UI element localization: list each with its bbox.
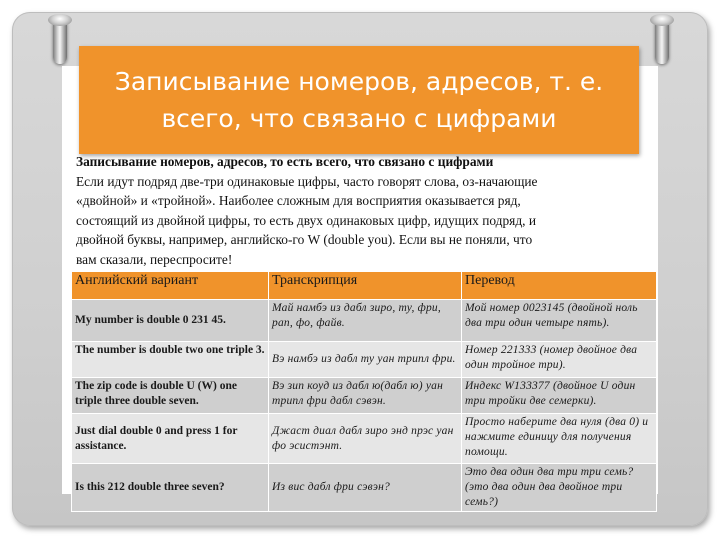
cell-english: Is this 212 double three seven? xyxy=(72,464,269,512)
cell-transcription: Вэ намбэ из дабл ту уан трипл фри. xyxy=(269,342,462,378)
phrases-table xyxy=(71,271,657,512)
table-row xyxy=(72,342,657,378)
cell-transcription: Вэ зип коуд из дабл ю(дабл ю) уан трипл фри дабл сэвэн. xyxy=(269,378,462,414)
table-row xyxy=(72,464,657,512)
header-transcription: Транскрипция xyxy=(269,272,462,300)
body-text xyxy=(76,152,641,270)
header-english: Английский вариант xyxy=(72,272,269,300)
cell-english: My number is double 0 231 45. xyxy=(72,300,269,342)
cell-english: The zip code is double U (W) one triple three double seven. xyxy=(72,378,269,414)
cell-transcription: Из вис дабл фри сэвэн? xyxy=(269,464,462,512)
body-line: двойной буквы, например, английско-го W (double you). Если вы не поняли, что xyxy=(76,232,533,248)
cell-translation: Мой номер 0023145 (двойной ноль два три один четыре пять). xyxy=(462,300,657,342)
cell-english: The number is double two one triple 3. xyxy=(72,342,269,378)
table-row xyxy=(72,414,657,464)
table-row xyxy=(72,378,657,414)
table-header-row xyxy=(72,272,657,300)
cell-translation: Это два один два три три семь? (это два один два двойное три семь?) xyxy=(462,464,657,512)
body-lead: Записывание номеров, адресов, то есть всего, что связано с цифрами xyxy=(76,154,494,169)
body-line: Если идут подряд две-три одинаковые цифры, часто говорят слова, оз-начающие xyxy=(76,173,538,189)
cell-english: Just dial double 0 and press 1 for assistance. xyxy=(72,414,269,464)
cell-translation: Просто наберите два нуля (два 0) и нажмите единицу для получения помощи. xyxy=(462,414,657,464)
cell-transcription: Май намбэ из дабл зиро, ту, фри, рап, фо, файв. xyxy=(269,300,462,342)
body-line: состоящий из двойной цифры, то есть двух одинаковых цифр, идущих подряд, и xyxy=(76,212,537,228)
cell-translation: Индекс W133377 (двойное U один три тройки две семерки). xyxy=(462,378,657,414)
slide-title: Записывание номеров, адресов, т. е. всего, что связано с цифрами xyxy=(114,67,604,133)
body-line: «двойной» и «тройной». Наиболее сложным для восприятия оказывается ряд, xyxy=(76,193,521,209)
cell-translation: Номер 221333 (номер двойное два один тройное три). xyxy=(462,342,657,378)
body-line: вам сказали, переспросите! xyxy=(76,251,233,267)
binder-clip-left-icon xyxy=(53,18,67,64)
title-banner xyxy=(79,46,639,154)
table-row xyxy=(72,300,657,342)
binder-clip-right-icon xyxy=(655,18,669,64)
header-translation: Перевод xyxy=(462,272,657,300)
cell-transcription: Джаст диал дабл зиро энд прэс уан фо эсистэнт. xyxy=(269,414,462,464)
